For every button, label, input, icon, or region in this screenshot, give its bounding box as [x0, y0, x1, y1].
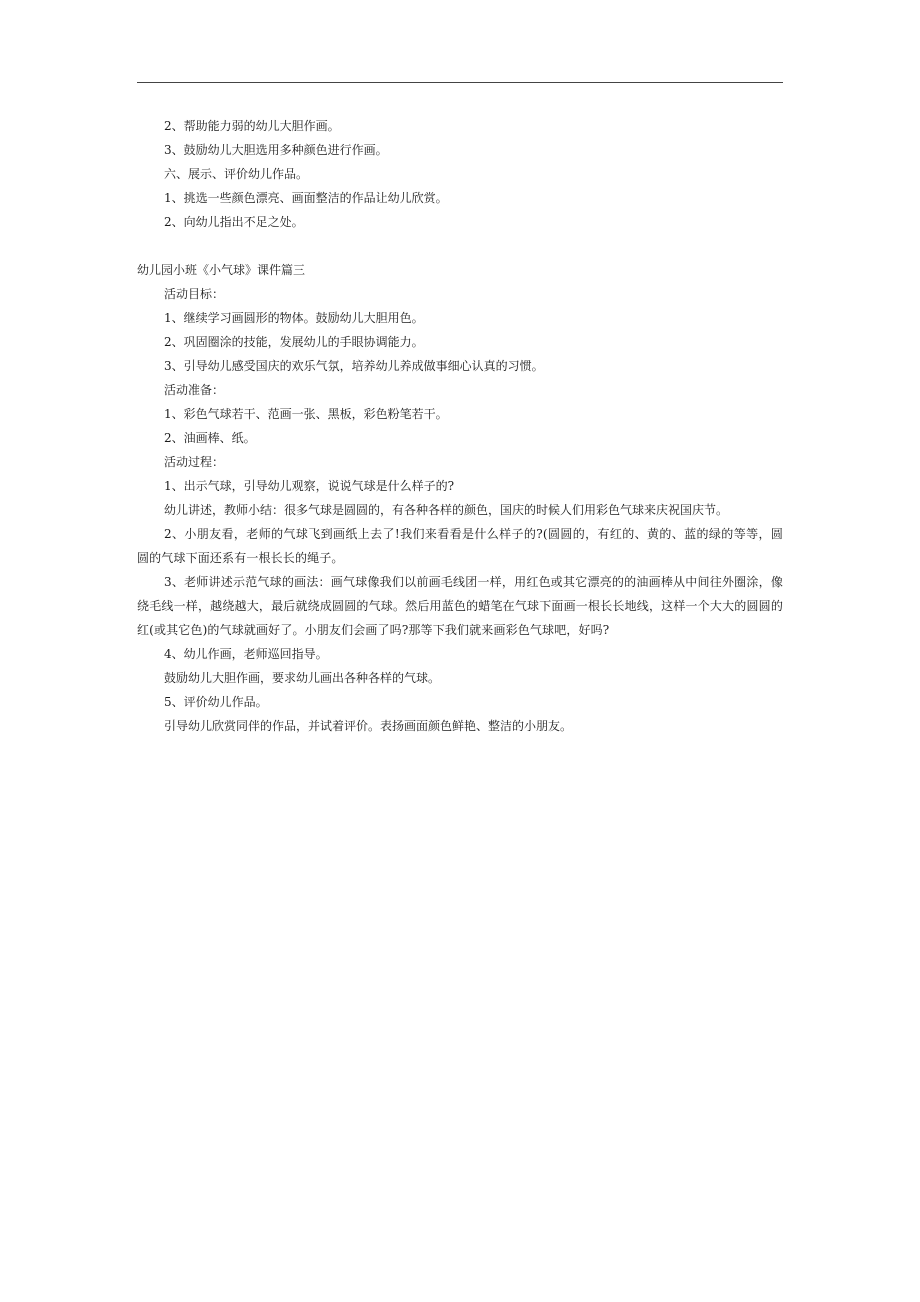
goals-heading: 活动目标： — [164, 287, 225, 301]
process-paragraph: 引导幼儿欣赏同伴的作品，并试着评价。表扬画面颜色鲜艳、整洁的小朋友。 — [164, 719, 573, 733]
process-step: 4、幼儿作画，老师巡回指导。 — [164, 647, 328, 661]
top-item: 3、鼓励幼儿大胆选用多种颜色进行作画。 — [164, 143, 388, 157]
process-heading: 活动过程： — [164, 455, 225, 469]
process-paragraph: 幼儿讲述，教师小结：很多气球是圆圆的，有各种各样的颜色，国庆的时候人们用彩色气球来庆祝国庆节。 — [164, 503, 729, 517]
prep-heading: 活动准备： — [164, 383, 225, 397]
process-step: 1、出示气球，引导幼儿观察，说说气球是什么样子的? — [164, 479, 455, 493]
top-heading: 六、展示、评价幼儿作品。 — [164, 167, 309, 181]
process-paragraph: 2、小朋友看，老师的气球飞到画纸上去了!我们来看看是什么样子的?(圆圆的，有红的、黄的、蓝的绿的等等，圆圆的气球下面还系有一根长长的绳子。 — [137, 527, 783, 565]
prep-item: 2、油画棒、纸。 — [164, 431, 256, 445]
process-step: 5、评价幼儿作品。 — [164, 695, 268, 709]
top-item: 2、向幼儿指出不足之处。 — [164, 215, 304, 229]
header-rule — [137, 82, 783, 83]
section-gap — [137, 234, 783, 258]
article-title: 幼儿园小班《小气球》课件篇三 — [137, 263, 306, 277]
goal-item: 2、巩固圈涂的技能，发展幼儿的手眼协调能力。 — [164, 335, 424, 349]
process-paragraph: 3、老师讲述示范气球的画法：画气球像我们以前画毛线团一样，用红色或其它漂亮的的油画棒从中间往外圈涂，像绕毛线一样，越绕越大，最后就绕成圆圆的气球。然后用蓝色的蜡笔在气球下面画一根长长地线，这样一个大大的圆圆的红(或其它色)的气球就画好了。小朋友们会画了吗?那等下我们就来画彩色气球吧，好吗? — [137, 575, 783, 637]
goal-item: 1、继续学习画圆形的物体。鼓励幼儿大胆用色。 — [164, 311, 424, 325]
process-paragraph: 鼓励幼儿大胆作画，要求幼儿画出各种各样的气球。 — [164, 671, 441, 685]
document-body — [137, 114, 783, 738]
prep-item: 1、彩色气球若干、范画一张、黑板，彩色粉笔若干。 — [164, 407, 448, 421]
top-item: 1、挑选一些颜色漂亮、画面整洁的作品让幼儿欣赏。 — [164, 191, 448, 205]
top-item: 2、帮助能力弱的幼儿大胆作画。 — [164, 119, 340, 133]
goal-item: 3、引导幼儿感受国庆的欢乐气氛，培养幼儿养成做事细心认真的习惯。 — [164, 359, 544, 373]
